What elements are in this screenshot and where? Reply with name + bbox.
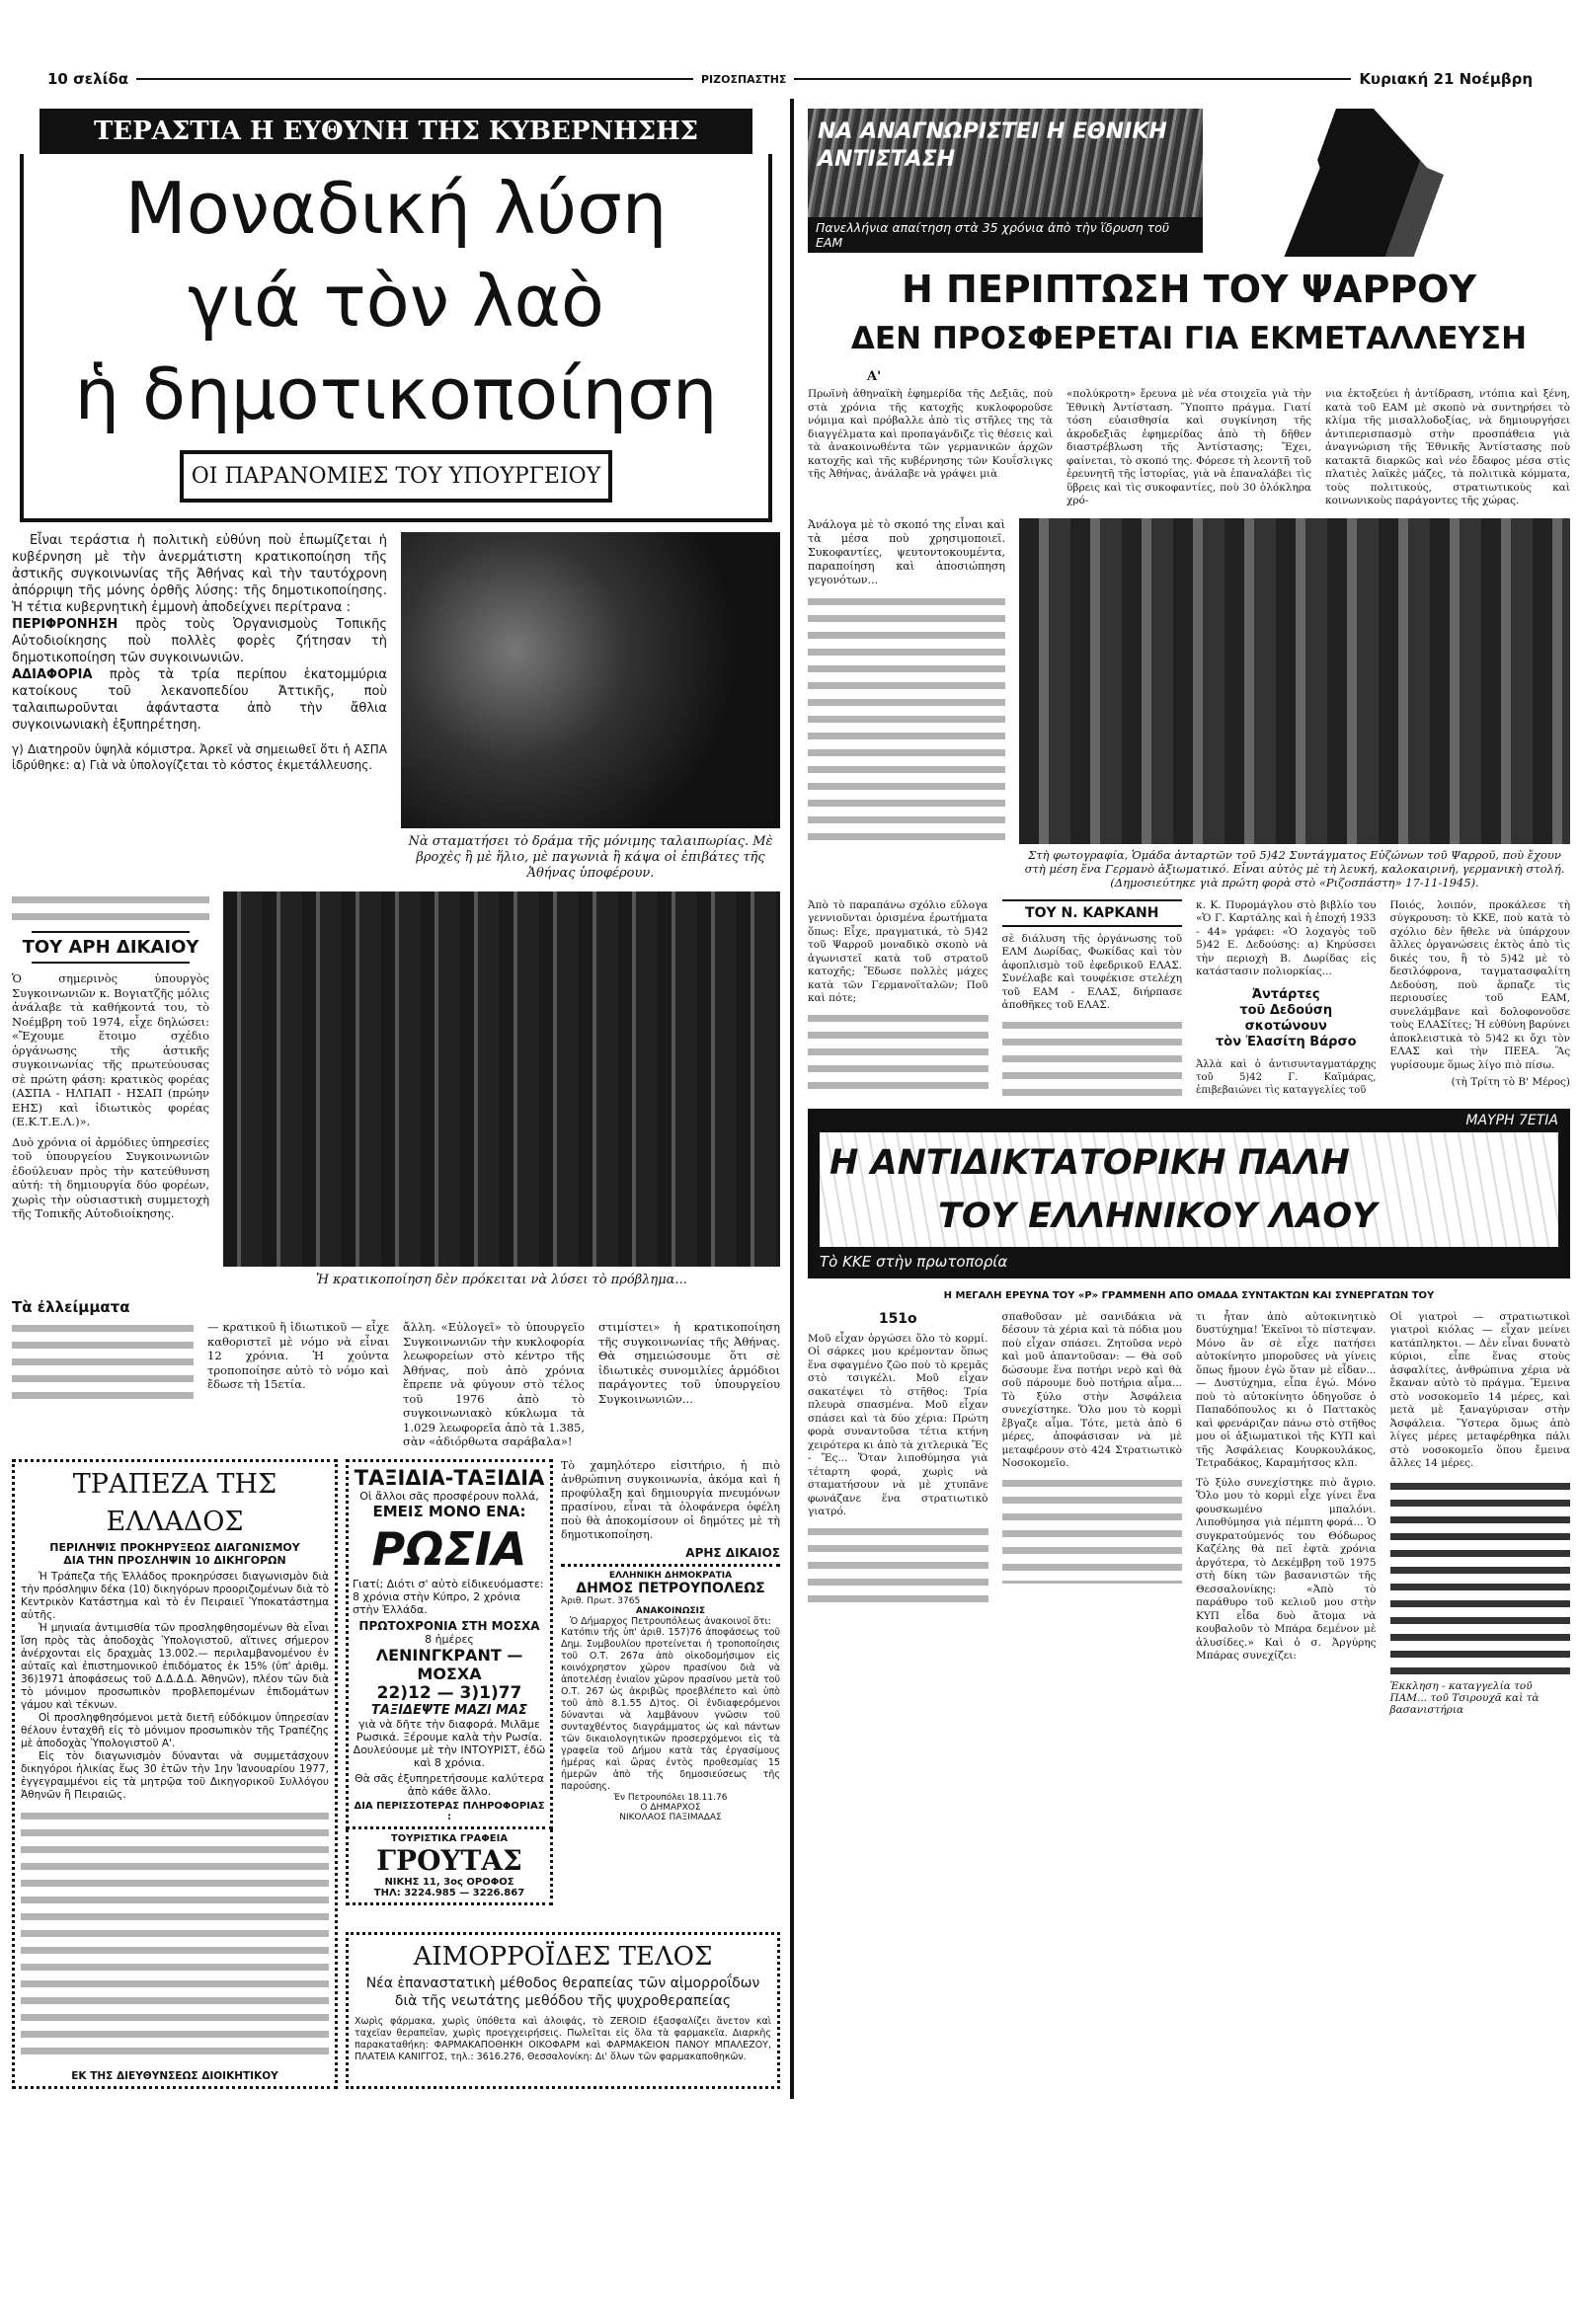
intro-col: «πολύκροτη» ἔρευνα μὲ νέα στοιχεῖα γιὰ τὴν Ἐθνικὴ Ἀντίσταση. Ὕποπτο πράγμα. Γιατί τόση εὐαισθησία καὶ συγκίνηση τῆς ἀκροδεξιᾶς ἐφημερίδας ἀπὸ τὴ δῆθεν διαστρέβλωση τῆς Ἀντίστασης; Ἔχει, φαίνεται, τὸ σκοπό της. Φόρεσε τὴ λεοντῆ τοῦ ἐρευνητῆ τῆς ἱστορίας, γιὰ νὰ ἐπαναλάβει τὶς ὕβρεις καὶ τὶς συκοφαντίες, ποὺ 30 ὁλόκληρα χρό- — [1066, 388, 1311, 506]
second-row — [12, 891, 780, 1288]
series-col: σπαθοῦσαν μὲ σανιδάκια νὰ δέσουν τὰ χέρια καὶ τὰ πόδια μου ποὺ εἶχαν σπάσει. Ζητοῦσα νερὸ καὶ μοῦ ἀπαντοῦσαν: — Θὰ σοῦ δώσουμε ἕνα ποτήρι νερὸ καὶ θὰ σοῦ πάρουμε δυὸ ποτήρια αἷμα... Τὸ ξύλο στὴν Ἀσφάλεια συνεχίστηκε. Ὅλο μου τὸ κορμὶ ἔβγαζε αἷμα. Τότε, μετὰ ἀπὸ 6 μέρες, ἀποφάσισαν νὰ μὲ μεταφέρουν στὸ 424 Στρατιωτικὸ Νοσοκομεῖο. — [1001, 1310, 1182, 1469]
series-col: Μοῦ εἶχαν ὀργώσει ὅλο τὸ κορμί. Οἱ σάρκες μου κρέμονταν ὅπως ἕνα σφαγμένο ζῶο ποὺ τὸ κρεμᾶς στὸ τσιγκέλι. Μοῦ εἶχαν σακατέψει τὸ στῆθος: Τρία πλευρὰ σπασμένα. Μοῦ εἶχαν σπάσει καὶ τὰ δύο χέρια: Πρώτη φορὰ συναντοῦσα τέτια κτήνη χειρότερα κι ἀπὸ τὰ χιτλερικὰ Ἔς - Ἔς... Ὅταν λιποθύμησα γιὰ τέταρτη φορά, χωρὶς νὰ σταματήσουν νὰ μὲ χτυπᾶνε φωνάζανε ἕνα στρατιωτικὸ γιατρό. — [808, 1332, 988, 1517]
municipal-notice: ΕΛΛΗΝΙΚΗ ΔΗΜΟΚΡΑΤΙΑ ΔΗΜΟΣ ΠΕΤΡΟΥΠΟΛΕΩΣ Ἀριθ. Πρωτ. 3765 ΑΝΑΚΟΙΝΩΣΙΣ Ὁ Δήμαρχος Πετρουπόλεως ἀνακοινοῖ ὅτι: Κατόπιν τῆς ὑπ' ἀριθ. 157)76 ἀποφάσεως τοῦ Δημ. Συμβουλίου προτείνεται ἡ τροποποίησις τοῦ Ο.Τ. 267α ἀπὸ οἰκοδομήσιμον εἰς κοινόχρηστον χῶρον πρασίνου διὰ νὰ ἀποτελέσῃ ἑνιαῖον χῶρον πρασίνου μετὰ τοῦ Ο.Τ. 267 ὡς ἀκριβῶς προεβλέπετο καὶ ὑπὸ τοῦ ἀπὸ 8.1.55 Δ)τος. Οἱ ἐνδιαφερόμενοι δύνανται νὰ λαμβάνουν γνῶσιν τοῦ συνταχθέντος διαγράμματος ὡς καὶ πάντων τῶν δικαιολογητικῶν προσερχόμενοι εἰς τὰ γραφεῖα τοῦ Δήμου κατὰ τὰς ἐργασίμους ἡμέρας καὶ ὥρας ἐντὸς προθεσμίας 15 ἡμερῶν ἀπὸ τῆς δημοσιεύσεως τῆς παρούσης. Ἐν Πετρουπόλει 18.11.76 Ο ΔΗΜΑΡΧΟΣ ΝΙΚΟΛΑΟΣ ΠΑΞΙΜΑΔΑΣ — [561, 1564, 780, 1822]
page-number: 10 σελίδα — [47, 70, 129, 88]
banner-image — [808, 109, 1203, 217]
subhead-box: ΟΙ ΠΑΡΑΝΟΜΙΕΣ ΤΟΥ ΥΠΟΥΡΓΕΙΟΥ — [180, 450, 612, 503]
partisans-photo-block — [1019, 518, 1570, 890]
byline-rule — [32, 931, 190, 933]
right-col-2: Ἀπὸ τὸ παραπάνω σχόλιο εὔλογα γεννιοῦνται ὁρισμένα ἐρωτήματα ὅπως: Εἶχε, πραγματικά, τὸ 5)42 τοῦ Ψαρροῦ μοναδικὸ σκοπὸ νὰ ἀγωνιστεῖ κατὰ τοῦ στρατοῦ κατοχῆς; Ἔδωσε πολλὲς μάχες κατὰ τῶν Γερμανοϊταλῶν; Ποῦ καὶ πότε; — [808, 899, 988, 1097]
section-heading: Τὰ ἐλλείμματα — [12, 1298, 130, 1316]
travel-column — [346, 1459, 553, 1924]
issue-date: Κυριακή 21 Νοέμβρη — [1359, 70, 1534, 88]
headline-box — [20, 154, 772, 522]
handwritten-letter — [1390, 1479, 1571, 1676]
closing-text: Τὸ χαμηλότερο εἰσιτήριο, ἡ πιὸ ἀνθρώπινη συγκοινωνία, ἀκόμα καὶ ἡ προφύλαξη καὶ δημιουργία πνευμόνων πρασίνου, εἶναι τὰ ὁλοφάνερα ὀφέλη ποὺ θὰ ἀποκομίσουν οἱ δημότες μὲ τὴ δημοτικοποίηση. — [561, 1458, 780, 1541]
series-col-more — [808, 1523, 988, 1612]
travel-ad: ΤΑΞΙΔΙΑ-ΤΑΞΙΔΙΑ Οἱ ἄλλοι σᾶς προσφέρουν πολλά, ΕΜΕΙΣ ΜΟΝΟ ΕΝΑ: ΡΩΣΙΑ Γιατί; Διότι σ' αὐτὸ εἰδικευόμαστε: 8 χρόνια στὴν Κύπρο, 2 χρόνια στὴν Ἑλλάδα. ΠΡΩΤΟΧΡΟΝΙΑ ΣΤΗ ΜΟΣΧΑ 8 ἡμέρες ΛΕΝΙΝΓΚΡΑΝΤ — ΜΟΣΧΑ 22)12 — 3)1)77 ΤΑΞΙΔΕΨΤΕ ΜΑΖΙ ΜΑΣ γιὰ νὰ δῆτε τὴν διαφορά. Μιλᾶμε Ρωσικά. Ξέρουμε καλὰ τὴν Ρωσία. Δουλεύουμε μὲ τὴν ΙΝΤΟΥΡΙΣΤ, ἐδῶ καὶ 8 χρόνια. Θὰ σᾶς ἐξυπηρετήσουμε καλύτερα ἀπὸ κάθε ἄλλο. ΔΙΑ ΠΕΡΙΣΣΟΤΕΡΑΣ ΠΛΗΡΟΦΟΡΙΑΣ : — [346, 1459, 553, 1829]
headline-line: Μοναδική λύση — [124, 167, 668, 250]
intro-cols — [808, 388, 1570, 508]
kicker-banner: ΤΕΡΑΣΤΙΑ Η ΕΥΘΥΝΗ ΤΗΣ ΚΥΒΕΡΝΗΣΗΣ — [40, 109, 752, 154]
series-col: τι ἦταν ἀπὸ αὐτοκινητικὸ δυστύχημα! Ἐκεῖνοι τὸ πίστεψαν. Μόνο ἂν σὲ εἶχε πατήσει αὐτοκίνητο μποροῦσες νὰ γίνεις ὅπως ἤμουν ἐγὼ ὅταν μὲ εἶδαν... — Δυστύχημα, εἶπα ἐγώ. Μόνο ποὺ τὸ αὐτοκίνητο ὁδηγοῦσε ὁ Παπαδόπουλος κι ὁ Παττακὸς καὶ φρενάριζαν πάνω στὸ στῆθος μου οἱ ἀξιωματικοὶ τῆς ΚΥΠ καὶ τῆς Ἀσφάλειας Κουρκουλάκος, Τετραδάκος, Καραμήτσος κλπ. — [1196, 1310, 1377, 1469]
left-col-text: Ὁ σημερινὸς ὑπουργὸς Συγκοινωνιῶν κ. Βογιατζῆς μόλις ἀνάλαβε τὰ καθήκοντά του, τὸ Νοέμβρη τοῦ 1974, εἶχε δηλώσει: «Ἔχουμε ἕτοιμο σχέδιο ὀργάνωσης τῆς ἀστικῆς συγκοινωνίας τῆς πρωτεύουσας σὲ πρώτη φάση: κρατικὸς φορέας (ΑΣΠΑ - ΗΛΠΑΠ - ΗΣΑΠ (πρώην ΕΗΣ) καὶ ἰδιωτικὸς φορέας (Ε.Κ.Τ.Ε.Λ.)». Δυὸ χρόνια οἱ ἀρμόδιες ὑπηρεσίες τοῦ ὑπουργείου Συγκοινωνιῶν ἐδούλευαν πρὸς τὴν κατεύθυνση αὐτή: τὴ δημιουργία δύο φορέων, χωρὶς τὴν οὐσιαστικὴ συμμετοχὴ τῆς Τοπικῆς Αὐτοδιοίκησης. — [12, 971, 209, 1220]
partisans-photo-caption: Στὴ φωτογραφία, Ὁμάδα ἀνταρτῶν τοῦ 5)42 Συντάγματος Εὐζώνων τοῦ Ψαρροῦ, ποὺ ἔχουν στὴ μέση ἕνα Γερμανὸ ἀξιωματικό. Εἶναι αὐτὸς μὲ τὴ λευκή, καλοκαιρινή, γερμανικὴ στολή. (Δημοσιεύτηκε γιὰ πρώτη φορὰ στὸ «Ριζοσπάστη» 17-11-1945). — [1024, 847, 1565, 890]
article-cols — [808, 899, 1570, 1097]
destination: ΡΩΣΙΑ — [371, 1521, 527, 1576]
lower-col-1 — [12, 1320, 194, 1409]
photo-bus-stop — [401, 532, 780, 828]
bank-subtitle: ΔΙΑ ΤΗΝ ΠΡΟΣΛΗΨΙΝ 10 ΔΙΚΗΓΟΡΩΝ — [63, 1553, 286, 1567]
series-label: ΜΑΥΡΗ 7ΕΤΙΑ — [1465, 1112, 1558, 1128]
series-col-1 — [808, 1311, 988, 1716]
continued-note: (τὴ Τρίτη τὸ Β' Μέρος) — [1451, 1076, 1570, 1088]
lower-col-2: — κρατικοῦ ἢ ἰδιωτικοῦ — εἶχε καθοριστεῖ μὲ νόμο νὰ εἶναι 12 χρόνια. Ἡ χούντα τροποποίησε αὐτὸ τὸ νόμο καὶ ἔδωσε τὴ 15ετία. — [207, 1320, 389, 1391]
byline-rule — [1002, 925, 1183, 927]
series-subtitle: Η ΜΕΓΑΛΗ ΕΡΕΥΝΑ ΤΟΥ «Ρ» ΓΡΑΜΜΕΝΗ ΑΠΟ ΟΜΑΔΑ ΣΥΝΤΑΚΤΩΝ ΚΑΙ ΣΥΝΕΡΓΑΤΩΝ ΤΟΥ — [943, 1289, 1435, 1301]
bank-subtitle: ΠΕΡΙΛΗΨΙΣ ΠΡΟΚΗΡΥΞΕΩΣ ΔΙΑΓΩΝΙΣΜΟΥ — [49, 1540, 300, 1554]
strap-bar: Πανελλήνια απαίτηση στὰ 35 χρόνια ἀπὸ τὴν ἵδρυση τοῦ ΕΑΜ — [808, 217, 1203, 253]
byline-col-more — [1002, 1017, 1183, 1096]
photo-crowd — [223, 891, 780, 1267]
subheading-text: Ἀλλὰ καὶ ὁ ἀντισυνταγματάρχης τοῦ 5)42 Γ. Καϊμάρας, ἐπιβεβαιώνει τὶς καταγγελίες τοῦ — [1196, 1058, 1377, 1096]
page-header — [0, 0, 1580, 99]
part-marker: Α' — [867, 369, 882, 384]
series-col3-lower: Τὸ ξύλο συνεχίστηκε πιὸ ἄγριο. Ὅλο μου τὸ κορμὶ εἶχε γίνει ἕνα φουσκωμένο μπαλόνι. Λιποθύμησα γιὰ πέμπτη φορά... Ὁ συγκρατούμενός του Θόδωρος Καζέλης θὰ πεῖ ἑφτὰ χρόνια ἀργότερα, τὸ Δεκέμβρη τοῦ 1975 στὴ δίκη τῶν βασανιστῶν τῆς Θεσσαλονίκης: «Ἀπὸ τὸ παράθυρο τοῦ κελιοῦ μου στὴν ΚΥΠ εἶδα δυὸ ἄτομα νὰ κουβαλοῦν τὸ Μπάρα δεμένον μὲ ἁλυσίδες.» Καὶ ὁ σ. Ἀργύρης Μπάρας συνεχίζει: — [1196, 1476, 1377, 1662]
intro-row — [12, 532, 780, 882]
banner-text: ΝΑ ΑΝΑΓΝΩΡΙΣΤΕΙ Η ΕΘΝΙΚΗ ΑΝΤΙΣΤΑΣΗ — [818, 119, 1167, 172]
bank-footer: ΕΚ ΤΗΣ ΔΙΕΥΘΥΝΣΕΩΣ ΔΙΟΙΚΗΤΙΚΟΥ — [71, 2069, 278, 2082]
series-title: Η ΑΝΤΙΔΙΚΤΑΤΟΡΙΚΗ ΠΑΛΗ ΤΟΥ ΕΛΛΗΝΙΚΟΥ ΛΑΟΥ — [820, 1132, 1558, 1247]
right-headline — [808, 265, 1570, 363]
header-rule-left — [136, 78, 693, 80]
ads-area — [12, 1459, 780, 2089]
series-col-4 — [1390, 1311, 1571, 1716]
partisan-figure — [1213, 109, 1570, 257]
point: ΠΕΡΙΦΡΟΝΗΣΗ πρὸς τοὺς Ὀργανισμοὺς Τοπικῆς Αὐτοδιοίκησης ποὺ πολλὲς φορὲς ζήτησαν τὴ δημοτικοποίηση τῶν συγκοινωνιῶν. — [12, 617, 387, 665]
signature: ΑΡΗΣ ΔΙΚΑΙΟΣ — [685, 1545, 780, 1560]
agency-name: ΓΡΟΥΤΑΣ — [376, 1843, 522, 1877]
col-4-text: Ποιός, λοιπόν, προκάλεσε τὴ σύγκρουση: τὸ ΚΚΕ, ποὺ κατὰ τὸ σχόλιο δὲν ἤθελε νὰ ὑπάρχουν ἄλλες ὀργανώσεις ἐκτὸς ἀπὸ τὶς δικές του, ἢ τὸ 5)42 μὲ τὸ δεσιλόφρονα, ταγματασφαλίτη Δεδούση, ποὺ ἅρπαζε τὶς περιουσίες τοῦ ΕΑΜ, συνελάμβανε καὶ δολοφονοῦσε τοὺς ΕΛΑΣίτες; Ἡ εὐθύνη βαρύνει ἀποκλειστικὰ τὸ 5)42 κι ὄχι τὸν ΕΛΑΣ καὶ τὴν ΠΕΕΑ. Ἂς γυρίσουμε ὅμως λίγο πιὸ πίσω. — [1389, 898, 1570, 1071]
series-col-3 — [1196, 1311, 1377, 1716]
left-col-text-top — [12, 891, 209, 925]
lower-cols — [12, 1320, 780, 1449]
medical-ad: ΑΙΜΟΡΡΟΪΔΕΣ ΤΕΛΟΣ Νέα ἐπαναστατικὴ μέθοδος θεραπείας τῶν αἱμορροΐδων διὰ τῆς νεωτάτης μεθόδου τῆς ψυχροθεραπείας Χωρὶς φάρμακα, χωρὶς ὑπόθετα καὶ ἀλοιφάς, τὸ ZEROID ἐξασφαλίζει ἄνετον καὶ ταχεῖαν θεραπεῖαν, χωρὶς προεγχειρήσεις. Πωλεῖται εἰς ὅλα τὰ φαρμακεῖα. Διαρκὴς παρακαταθήκη: ΦΑΡΜΑΚΑΠΟΘΗΚΗ ΟΙΚΟΦΑΡΜ καὶ ΦΑΡΜΑΚΕΙΟΝ ΠΑΝΟΥ ΜΠΑΛΕΖΟΥ, ΠΛΑΤΕΙΑ ΚΑΝΙΓΓΟΣ, τηλ.: 3616.276, Θεσσαλονίκη: Δι' ὅλων τῶν φαρμακαποθηκῶν. — [346, 1932, 780, 2089]
headline-line: γιά τὸν λαὸ — [188, 260, 604, 343]
intro-col: νια ἐκτοξεύει ἡ ἀντίδραση, ντόπια καὶ ξένη, κατὰ τοῦ ΕΑΜ μὲ σκοπὸ νὰ συντηρήσει τὸ κλίμα τῆς μισαλλοδοξίας, νὰ δημιουργήσει ἀντιπερισπασμὸ στὴν προσπάθεια γιὰ ἀναγνώριση τῆς Ἐθνικῆς Ἀντίστασης ποὺ κατακτᾶ διαρκῶς καὶ νέο ἔδαφος μέσα στὶς πλατιὲς λαϊκὲς μάζες, τὰ πολιτικὰ κόμματα, τοὺς πολιτικούς, στρατιωτικοὺς καὶ κοινωνικοὺς παράγοντες τῆς χώρας. — [1325, 388, 1570, 506]
series-banner — [808, 1109, 1570, 1278]
bank-title: ΤΡΑΠΕΖΑ ΤΗΣ ΕΛΛΑΔΟΣ — [72, 1468, 277, 1537]
right-half — [790, 99, 1580, 2099]
col-4 — [1390, 899, 1571, 1097]
bank-notice: ΤΡΑΠΕΖΑ ΤΗΣ ΕΛΛΑΔΟΣ ΠΕΡΙΛΗΨΙΣ ΠΡΟΚΗΡΥΞΕΩΣ ΔΙΑΓΩΝΙΣΜΟΥ ΔΙΑ ΤΗΝ ΠΡΟΣΛΗΨΙΝ 10 ΔΙΚΗΓΟΡΩΝ Ἡ Τράπεζα τῆς Ἑλλάδος προκηρύσσει διαγωνισμὸν διὰ τὴν πρόσληψιν δέκα (10) δικηγόρων προοριζομένων διὰ τὸ Κεντρικὸν Κατάστημα καὶ τὸ ἐν Πειραιεῖ Ὑποκατάστημα αὐτῆς. Ἡ μηνιαία ἀντιμισθία τῶν προσληφθησομένων θὰ εἶναι ἴση πρὸς τὰς ἀποδοχὰς Ὑπολογιστοῦ, αἵτινες σήμερον ἀνέρχονται εἰς δραχμὰς 13.002.— περιλαμβανομένου ἐν αὐταῖς καὶ ἐπιστημονικοῦ ἐπιδόματος ἐκ 15% (ὑπ' ἀριθμ. 36)1971 ἀποφάσεως τοῦ Δ.Δ.Δ.Δ. Ἀθηνῶν), πλέον τῶν διὰ τὸ μόνιμον προσωπικὸν προβλεπομένων ἐπιδομάτων γάμου καὶ τέκνων. Οἱ προσληφθησόμενοι μετὰ διετῆ εὐδόκιμον ὑπηρεσίαν θέλουν ἐνταχθῆ εἰς τὸ μόνιμον προσωπικὸν τῆς Τραπέζης μὲ ἀποδοχὰς Ὑπολογιστοῦ Α'. Εἰς τὸν διαγωνισμὸν δύνανται νὰ συμμετάσχουν δικηγόροι ἡλικίας ἕως 30 ἐτῶν τὴν 1ην Ἰανουαρίου 1977, ἐγγεγραμμένοι εἰς τὰ μητρῷα τοῦ Δικηγορικοῦ Συλλόγου Ἀθηνῶν ἢ Πειραιῶς. ΕΚ ΤΗΣ ΔΙΕΥΘΥΝΣΕΩΣ ΔΙΟΙΚΗΤΙΚΟΥ — [12, 1459, 338, 2089]
main-headline — [24, 162, 768, 440]
closing-column — [561, 1459, 780, 1924]
photo-row — [808, 518, 1570, 890]
banner-row — [808, 109, 1570, 257]
subheading-antartes: Ἀντάρτες τοῦ Δεδούση σκοτώνουν τὸν Ἐλασίτη Βάρσο — [1215, 986, 1357, 1049]
photo1-caption: Νὰ σταματήσει τὸ δράμα τῆς μόνιμης ταλαιπωρίας. Μὲ βροχὲς ἢ μὲ ἥλιο, μὲ παγωνιὰ ἢ κάψα οἱ ἐπιβάτες τῆς Ἀθήνας ὑποφέρουν. — [408, 834, 773, 881]
headline-line: ἡ δημοτικοποίηση — [74, 352, 718, 435]
byline-col-text: σὲ διάλυση τῆς ὀργάνωσης τοῦ ΕΛΜ Δωρίδας, Φωκίδας καὶ τὸν ἀφοπλισμὸ τοῦ ἐφεδρικοῦ ΕΛΑΣ. Συνέλαβε καὶ τουφέκισε στελέχη τοῦ ΕΑΜ - ΕΛΑΣ, διήρπασε ἀποθῆκες τοῦ ΕΛΑΣ. — [1001, 932, 1182, 1011]
mid-col-text: γ) Διατηροῦν ὑψηλὰ κόμιστρα. Ἀρκεῖ νὰ σημειωθεῖ ὅτι ἡ ΑΣΠΑ ἱδρύθηκε: α) Γιὰ νὰ ὑπολογίζεται τὸ κόστος ἐκμετάλλευσης. — [12, 742, 387, 772]
left-half — [0, 99, 790, 2099]
photo1-block — [401, 532, 780, 882]
headline-line: Η ΠΕΡΙΠΤΩΣΗ ΤΟΥ ΨΑΡΡΟΥ — [902, 268, 1476, 311]
byline-karkanis: ΤΟΥ Ν. ΚΑΡΚΑΝΗ — [1025, 904, 1159, 921]
banner-stack — [808, 109, 1203, 257]
right-left-col: Ἀνάλογα μὲ τὸ σκοπό της εἶναι καὶ τὰ μέσα ποὺ χρησιμοποιεῖ. Συκοφαντίες, ψευτοντοκουμέντα, παραποίηση καὶ ἀποσιώπηση γεγονότων... — [808, 518, 1005, 890]
series-strap: Τὸ ΚΚΕ στὴν πρωτοπορία — [820, 1252, 1008, 1271]
episode-number: 151ο — [878, 1310, 917, 1327]
series-col-more — [1002, 1475, 1183, 1584]
right-col-2-more — [808, 1010, 988, 1089]
col-3-text: κ. Κ. Πυρομάγλου στὸ βιβλίο του «Ὁ Γ. Καρτάλης καὶ ἡ ἐποχή 1933 - 44» γράφει: «Ὁ λοχαγὸς τοῦ 5)42 Ε. Δεδούσης: α) Κηρύσσει τὴν περιοχὴ Β. Δωρίδας εἰς κατάστασιν πολιορκίας... — [1196, 898, 1377, 977]
lower-col-4: στιμίστει» ἡ κρατικοποίηση τῆς συγκοινωνίας τῆς Ἀθήνας. Θὰ σημειώσουμε ὅτι σὲ ἰδιωτικὲς συνομιλίες ἁρμόδιοι παράγοντες τοῦ ὑπουργείου Συγκοινωνιῶν... — [598, 1320, 780, 1406]
left-col — [12, 891, 209, 1288]
byline-rule — [32, 962, 190, 964]
masthead: ΡΙΖΟΣΠΑΣΤΗΣ — [700, 72, 787, 86]
byline-col — [1002, 899, 1183, 1097]
lower-col-3: ἄλλη. «Εὐλογεῖ» τὸ ὑπουργεῖο Συγκοινωνιῶν τὴν κυκλοφορία λεωφορείων στὸ κέντρο τῆς Ἀθήνας, ποὺ ἀπὸ χρόνια ἔπρεπε νὰ φύγουν στὸ τέλος τοῦ 1976 ἀπὸ τὸ συγκοινωνιακὸ κύκλωμα τὰ 1.029 λεωφορεῖα ἀπὸ τὰ 1.385, σὰν «ἀδιόρθωτα σαράβαλα»! — [403, 1320, 585, 1448]
partisans-photo — [1019, 518, 1570, 844]
point: ΑΔΙΑΦΟΡΙΑ πρὸς τὰ τρία περίπου ἑκατομμύρια κατοίκους τοῦ λεκανοπεδίου Ἀττικῆς, ποὺ ταλαιπωροῦνται ἀφάνταστα ἀπὸ τὴν ἄθλια συγκοινωνιακὴ ἐξυπηρέτηση. — [12, 667, 388, 733]
right-left-col-more — [808, 593, 1005, 840]
photo2-block — [223, 891, 780, 1288]
agency-box: ΤΟΥΡΙΣΤΙΚΑ ΓΡΑΦΕΙΑ ΓΡΟΥΤΑΣ ΝΙΚΗΣ 11, 3ος ΟΡΟΦΟΣ ΤΗΛ: 3224.985 — 3226.867 — [346, 1829, 553, 1905]
header-rule-right — [794, 78, 1351, 80]
series-col: Οἱ γιατροὶ — στρατιωτικοὶ γιατροὶ κιόλας — εἶχαν μείνει κατάπληκτοι. — Δὲν εἶναι δυνατὸ κύριοι, εἶπε ἕνας στοὺς ἀσφαλίτες, ἀνθρώπινα χέρια νὰ ἔκαναν αὐτὸ τὸ πράγμα. Ἔμεινα στὸ νοσοκομεῖο 14 μέρες, καὶ μετὰ μὲ ξαναγύρισαν στὴν Ἀσφάλεια. Ὕστερα ὅμως ἀπὸ λίγες μέρες μεταφέρθηκα πάλι στὸ νοσοκομεῖο ὅπου ἔμεινα ἄλλες 14 μέρες. — [1389, 1310, 1570, 1469]
col-3 — [1196, 899, 1377, 1097]
handwritten-caption: Ἐκκληση - καταγγελία τοῦ ΠΑΜ... τοῦ Τσιρουχᾶ καὶ τὰ βασανιστήρια — [1389, 1679, 1540, 1716]
series-cols — [808, 1311, 1570, 1716]
intro-col: Πρωϊνὴ ἀθηναϊκὴ ἐφημερίδα τῆς Δεξιᾶς, ποὺ στὰ χρόνια τῆς κατοχῆς κυκλοφοροῦσε νόμιμα καὶ πρόβαλλε ἀπὸ τὶς στῆλες της τὰ διαγγέλματα καὶ προπαγάνδιζε τὶς θέσεις καὶ τὰ ἀνακοινωθέντα τῶν γερμανικῶν ἀρχῶν κατοχῆς καὶ τῆς κυβέρνησης τῶν Κουΐσλιγκς τῆς Ἀθήνας, ἀνάλαβε νὰ γράψει μιὰ — [808, 388, 1053, 480]
headline-line: ΔΕΝ ΠΡΟΣΦΕΡΕΤΑΙ ΓΙΑ ΕΚΜΕΤΑΛΛΕΥΣΗ — [850, 321, 1528, 356]
byline-rule — [1002, 899, 1183, 901]
photo2-caption: Ἡ κρατικοποίηση δὲν πρόκειται νὰ λύσει τὸ πρόβλημα... — [316, 1273, 687, 1287]
series-col-2 — [1002, 1311, 1183, 1716]
intro-text: Εἶναι τεράστια ἡ πολιτικὴ εὐθύνη ποὺ ἐπωμίζεται ἡ κυβέρνηση μὲ τὴν ἀνερμάτιστη κρατικοποίηση τῆς ἀστικῆς συγκοινωνίας τῆς Ἀθήνας καὶ τὴν ταυτόχρονη ἀπόρριψη τῆς μόνης ὀρθῆς λύσης: τῆς δημοτικοποίησης. Ἡ τέτια κυβερνητικὴ ἐμμονὴ ἀποδείχνει περίτρανα : ΠΕΡΙΦΡΟΝΗΣΗ πρὸς τοὺς Ὀργανισμοὺς Τοπικῆς Αὐτοδιοίκησης ποὺ πολλὲς φορὲς ζήτησαν τὴ δημοτικοποίηση τῶν συγκοινωνιῶν. ΑΔΙΑΦΟΡΙΑ πρὸς τὰ τρία περίπου ἑκατομμύρια κατοίκους τοῦ λεκανοπεδίου Ἀττικῆς, ποὺ ταλαιπωροῦνται ἀφάνταστα ἀπὸ τὴν ἄθλια συγκοινωνιακὴ ἐξυπηρέτηση. γ) Διατηροῦν ὑψηλὰ κόμιστρα. Ἀρκεῖ νὰ σημειωθεῖ ὅτι ἡ ΑΣΠΑ ἱδρύθηκε: α) Γιὰ νὰ ὑπολογίζεται τὸ κόστος ἐκμετάλλευσης. — [12, 533, 388, 772]
byline: ΤΟΥ ΑΡΗ ΔΙΚΑΙΟΥ — [22, 937, 199, 958]
